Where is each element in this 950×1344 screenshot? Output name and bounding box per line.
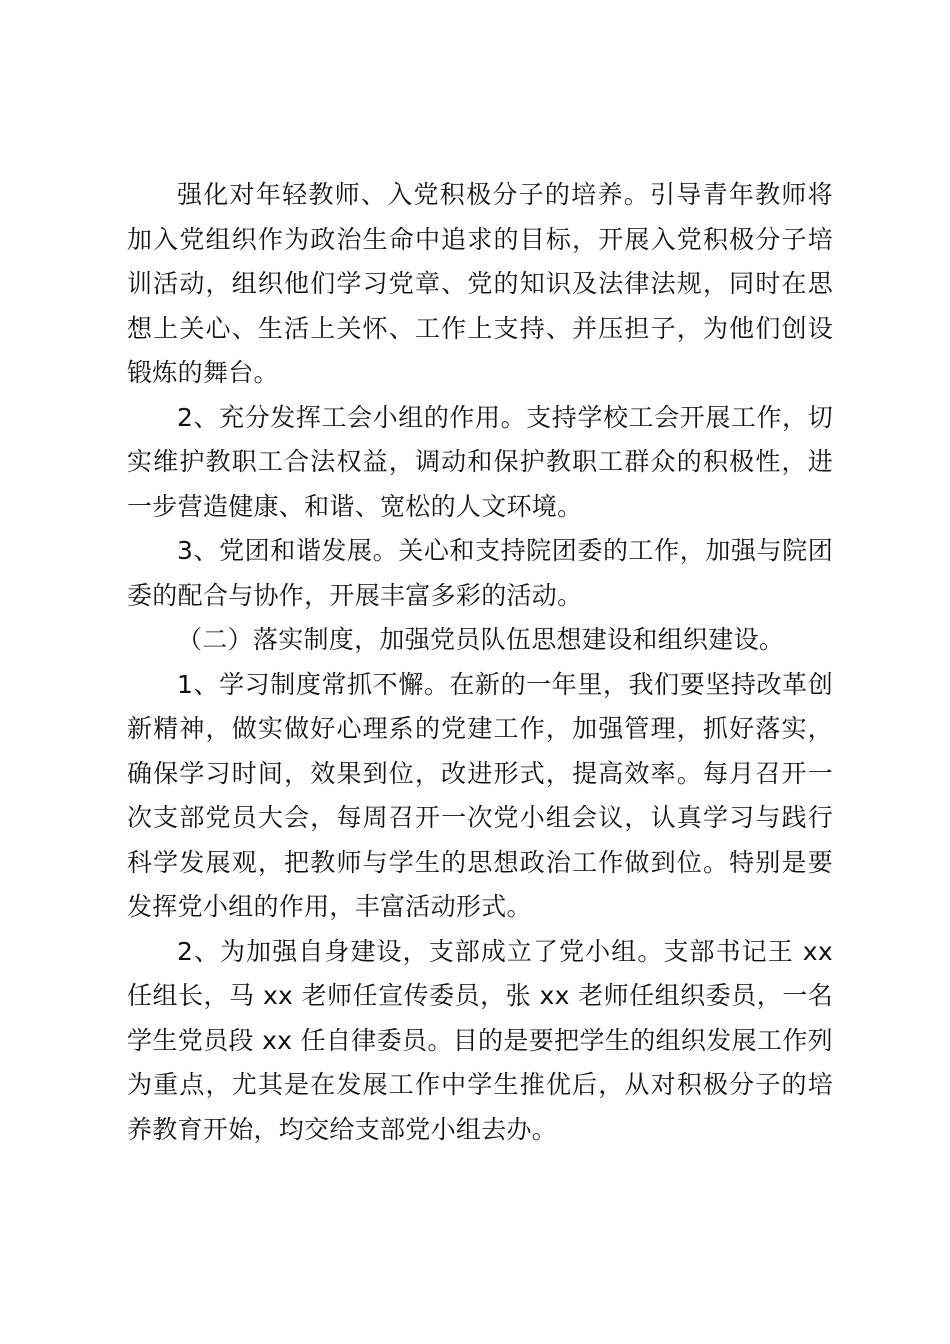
paragraph-youth-teacher-training: 强化对年轻教师、入党积极分子的培养。引导青年教师将加入党组织作为政治生命中追求的目标，开展入党积极分子培训活动，组织他们学习党章、党的知识及法律法规，同时在思想上关心、生活上关怀、工作上支持、并压担子，为他们创设锻炼的舞台。: [127, 180, 833, 387]
document-body: [127, 173, 833, 1152]
section-heading-implement-systems: （二）落实制度，加强党员队伍思想建设和组织建设。: [177, 625, 785, 654]
paragraph-party-league-harmony: 3、党团和谐发展。关心和支持院团委的工作，加强与院团委的配合与协作，开展丰富多彩的活动。: [127, 536, 833, 610]
paragraph-study-system: 1、学习制度常抓不懈。在新的一年里，我们要坚持改革创新精神，做实做好心理系的党建工作，加强管理，抓好落实，确保学习时间，效果到位，改进形式，提高效率。每月召开一次支部党员大会，每周召开一次党小组会议，认真学习与践行科学发展观，把教师与学生的思想政治工作做到位。特别是要发挥党小组的作用，丰富活动形式。: [127, 669, 833, 921]
paragraph-party-group-setup: 2、为加强自身建设，支部成立了党小组。支部书记王 xx 任组长，马 xx 老师任宣传委员，张 xx 老师任组织委员，一名学生党员段 xx 任自律委员。目的是要把学生的组织发展工作列为重点，尤其是在发展工作中学生推优后，从对积极分子的培养教育开始，均交给支部党小组去办。: [127, 936, 833, 1144]
paragraph-union-group: 2、充分发挥工会小组的作用。支持学校工会开展工作，切实维护教职工合法权益，调动和保护教职工群众的积极性，进一步营造健康、和谐、宽松的人文环境。: [127, 402, 833, 521]
